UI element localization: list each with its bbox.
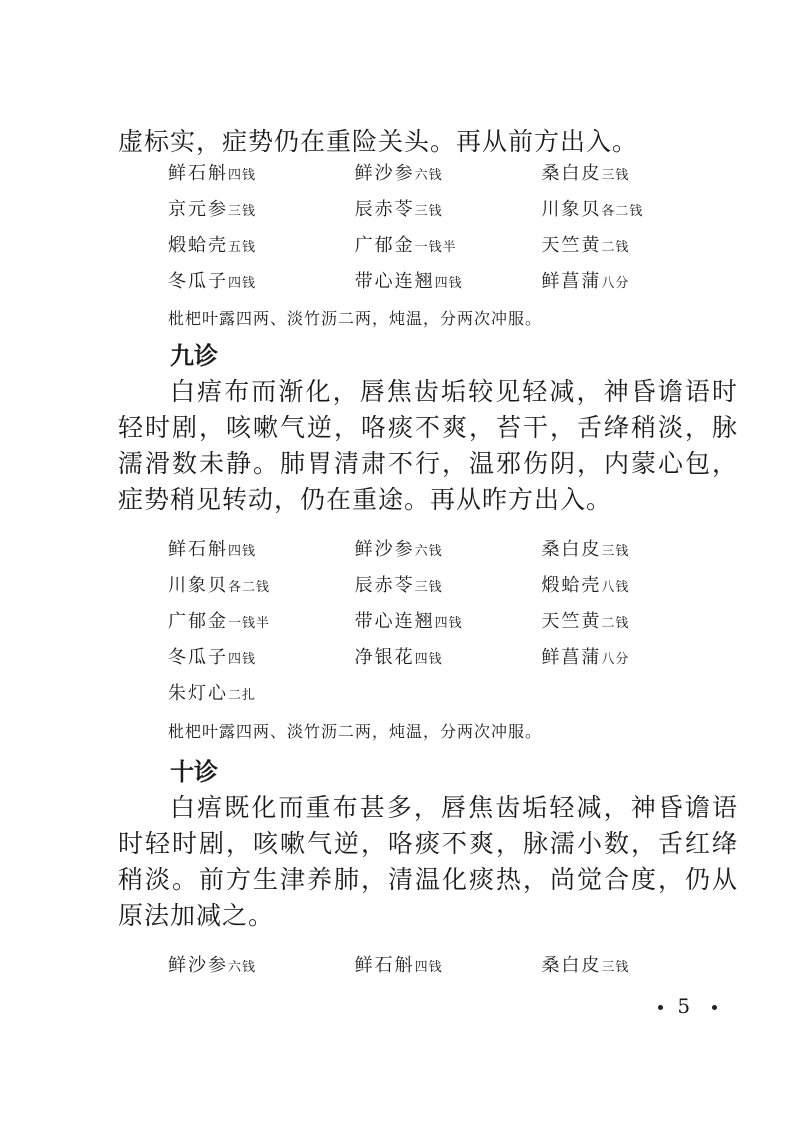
section-body: 白痦既化而重布甚多，唇焦齿垢轻减，神昏谵语时轻时剧，咳嗽气逆，咯痰不爽，脉濡小数，舌红绛稍淡。前方生津养肺，清温化痰热，尚觉合度，仍从原法加减之。 xyxy=(118,793,738,930)
herb-item: 鲜石斛四钱 xyxy=(168,163,257,184)
herb-item: 煅蛤壳八钱 xyxy=(541,575,630,596)
bullet-icon xyxy=(712,1005,717,1010)
section-heading: 九诊 xyxy=(170,342,218,370)
prescription-row xyxy=(168,638,728,674)
prescription-row xyxy=(168,566,728,602)
prescription-row xyxy=(168,190,728,226)
herb-item: 鲜石斛四钱 xyxy=(168,539,257,560)
administration-note: 枇杷叶露四两、淡竹沥二两，炖温，分两次冲服。 xyxy=(168,722,543,741)
herb-item: 鲜菖蒲八分 xyxy=(541,647,630,668)
prescription-list xyxy=(168,154,728,298)
herb-item: 带心连翘四钱 xyxy=(354,611,463,632)
prescription-row xyxy=(168,946,728,982)
herb-item: 广郁金一钱半 xyxy=(354,235,457,256)
herb-item: 桑白皮三钱 xyxy=(541,955,630,976)
herb-item: 桑白皮三钱 xyxy=(541,539,630,560)
prescription-row xyxy=(168,226,728,262)
herb-item: 煅蛤壳五钱 xyxy=(168,235,257,256)
section-heading: 十诊 xyxy=(170,758,218,786)
herb-item: 朱灯心二扎 xyxy=(168,683,257,704)
herb-item: 鲜菖蒲八分 xyxy=(541,271,630,292)
herb-item: 冬瓜子四钱 xyxy=(168,647,257,668)
prescription-row xyxy=(168,154,728,190)
administration-note: 枇杷叶露四两、淡竹沥二两，炖温，分两次冲服。 xyxy=(168,309,543,328)
prescription-list xyxy=(168,946,728,982)
herb-item: 带心连翘四钱 xyxy=(354,271,463,292)
prescription-list xyxy=(168,530,728,710)
herb-item: 京元参三钱 xyxy=(168,199,257,220)
herb-item: 天竺黄二钱 xyxy=(541,235,630,256)
herb-item: 鲜石斛四钱 xyxy=(354,955,443,976)
herb-item: 鲜沙参六钱 xyxy=(354,539,443,560)
herb-item: 桑白皮三钱 xyxy=(541,163,630,184)
page-number: 5 xyxy=(658,994,717,1018)
herb-item: 辰赤苓三钱 xyxy=(354,199,443,220)
herb-item: 辰赤苓三钱 xyxy=(354,575,443,596)
herb-item: 冬瓜子四钱 xyxy=(168,271,257,292)
herb-item: 鲜沙参六钱 xyxy=(354,163,443,184)
prescription-row xyxy=(168,530,728,566)
bullet-icon xyxy=(658,1005,663,1010)
herb-item: 广郁金一钱半 xyxy=(168,611,271,632)
intro-paragraph: 虚标实，症势仍在重险关头。再从前方出入。 xyxy=(118,127,639,156)
prescription-row xyxy=(168,674,728,710)
herb-item: 天竺黄二钱 xyxy=(541,611,630,632)
herb-item: 鲜沙参六钱 xyxy=(168,955,257,976)
herb-item: 净银花四钱 xyxy=(354,647,443,668)
section-body: 白痦布而渐化，唇焦齿垢较见轻减，神昏谵语时轻时剧，咳嗽气逆，咯痰不爽，苔干，舌绛稍淡，脉濡滑数未静。肺胃清肃不行，温邪伤阴，内蒙心包，症势稍见转动，仍在重途。再从昨方出入。 xyxy=(118,377,738,514)
prescription-row xyxy=(168,262,728,298)
prescription-row xyxy=(168,602,728,638)
herb-item: 川象贝各二钱 xyxy=(168,575,271,596)
herb-item: 川象贝各二钱 xyxy=(541,199,644,220)
